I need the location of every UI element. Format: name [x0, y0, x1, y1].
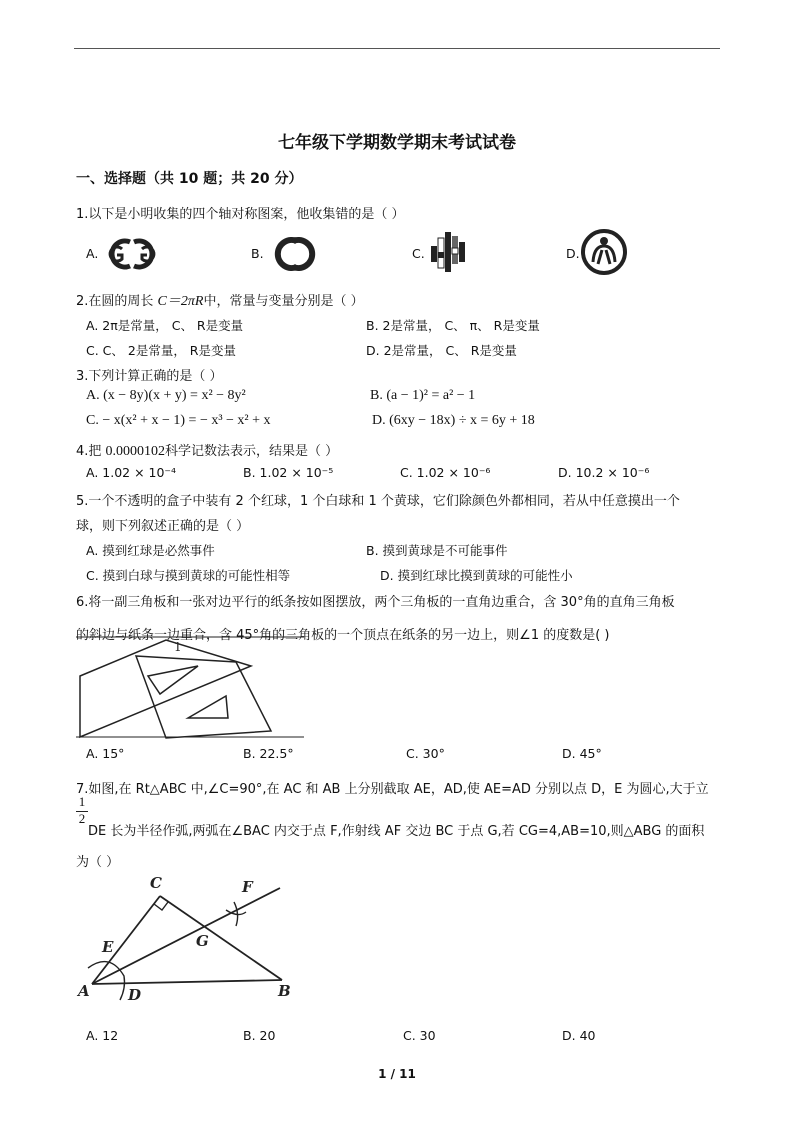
q7-fraction-numerator: 1	[78, 794, 86, 809]
q5-stem-line1: 5.一个不透明的盒子中装有 2 个红球，1 个白球和 1 个黄球，它们除颜色外都相同，若从中任意摸出一个	[76, 494, 680, 509]
q7-stem-line3: 为（ ）	[76, 855, 120, 870]
q5-option-b: B. 摸到黄球是不可能事件	[366, 543, 508, 558]
q3-option-c: C. − x(x² + x − 1) = − x³ − x² + x	[86, 413, 271, 428]
gucci-pattern-image	[100, 232, 164, 276]
q4-stem-prefix: 4.把	[76, 444, 106, 459]
q2-option-b: B. 2是常量， C、 π、 R是变量	[366, 318, 540, 333]
q6-angle-label: 1	[174, 640, 182, 654]
q2-stem-suffix: 中，常量与变量分别是（ ）	[203, 294, 364, 309]
point-c-label: C	[150, 874, 162, 892]
q6-triangle-figure	[76, 636, 304, 740]
point-d-label: D	[128, 986, 142, 1004]
q2-option-c: C. C、 2是常量， R是变量	[86, 343, 236, 358]
q1-stem: 1.以下是小明收集的四个轴对称图案，他收集错的是（ ）	[76, 207, 405, 222]
bar-pattern-image	[428, 228, 472, 276]
page-number: 1 / 11	[378, 1067, 416, 1081]
q7-option-b: B. 20	[243, 1028, 276, 1043]
q3-option-b: B. (a − 1)² = a² − 1	[370, 388, 476, 403]
q7-option-c: C. 30	[403, 1028, 436, 1043]
page-title: 七年级下学期数学期末考试试卷	[278, 133, 516, 153]
q6-stem-line2: 的斜边与纸条一边重合，含 45°角的三角板的一个顶点在纸条的另一边上，则∠1 的度数是( )	[76, 628, 610, 643]
q4-option-d: D. 10.2 × 10⁻⁶	[558, 465, 650, 480]
q6-option-c: C. 30°	[406, 746, 445, 761]
q4-number: 0.0000102	[105, 444, 166, 459]
q4-stem-suffix: 科学记数法表示，结果是（ ）	[165, 444, 339, 459]
q7-option-d: D. 40	[562, 1028, 596, 1043]
header-rule	[74, 48, 720, 49]
chanel-pattern-image	[263, 232, 327, 276]
q6-stem-line1: 6.将一副三角板和一张对边平行的纸条按如图摆放，两个三角板的一直角边重合，含 30°角的直角三角板	[76, 595, 675, 610]
q4-option-b: B. 1.02 × 10⁻⁵	[243, 465, 334, 480]
q7-stem-line1: 7.如图,在 Rt△ABC 中,∠C=90°,在 AC 和 AB 上分别截取 AE，AD,使 AE=AD 分别以点 D，E 为圆心,大于立	[76, 782, 709, 797]
q4-option-c: C. 1.02 × 10⁻⁶	[400, 465, 491, 480]
q2-option-a: A. 2π是常量， C、 R是变量	[86, 318, 244, 333]
q5-option-d: D. 摸到红球比摸到黄球的可能性小	[380, 568, 573, 583]
q6-option-a: A. 15°	[86, 746, 125, 761]
q4-option-a: A. 1.02 × 10⁻⁴	[86, 465, 177, 480]
q5-stem-line2: 球，则下列叙述正确的是（ ）	[76, 519, 250, 534]
q7-option-a: A. 12	[86, 1028, 119, 1043]
point-a-label: A	[78, 982, 90, 1000]
q7-stem-line2: DE 长为半径作弧,两弧在∠BAC 内交于点 F,作射线 AF 交边 BC 于点 G,若 CG=4,AB=10,则△ABG 的面积	[88, 824, 705, 839]
q6-option-d: D. 45°	[562, 746, 602, 761]
point-e-label: E	[102, 938, 114, 956]
q4-stem	[76, 440, 338, 460]
q1-option-c-label: C.	[412, 246, 425, 261]
q2-stem-prefix: 2.在圆的周长	[76, 294, 158, 309]
point-f-label: F	[242, 878, 253, 896]
point-g-label: G	[196, 932, 209, 950]
q1-option-d-label: D.	[566, 246, 580, 261]
q6-option-b: B. 22.5°	[243, 746, 294, 761]
section-heading: 一、选择题（共 10 题；共 20 分）	[76, 171, 303, 187]
q5-option-a: A. 摸到红球是必然事件	[86, 543, 215, 558]
q3-option-a: A. (x − 8y)(x + y) = x² − 8y²	[86, 388, 246, 403]
q3-option-d: D. (6xy − 18x) ÷ x = 6y + 18	[372, 413, 535, 428]
point-b-label: B	[278, 982, 291, 1000]
q2-stem	[76, 290, 364, 310]
q3-stem: 3.下列计算正确的是（ ）	[76, 369, 223, 384]
q2-formula: C＝2πR	[157, 294, 204, 309]
q7-triangle-figure	[76, 872, 296, 1008]
q7-fraction-denominator: 2	[78, 811, 86, 826]
q2-option-d: D. 2是常量， C、 R是变量	[366, 343, 517, 358]
q1-option-b-label: B.	[251, 246, 264, 261]
q1-option-a-label: A.	[86, 246, 99, 261]
emblem-pattern-image	[580, 228, 628, 276]
q5-option-c: C. 摸到白球与摸到黄球的可能性相等	[86, 568, 291, 583]
